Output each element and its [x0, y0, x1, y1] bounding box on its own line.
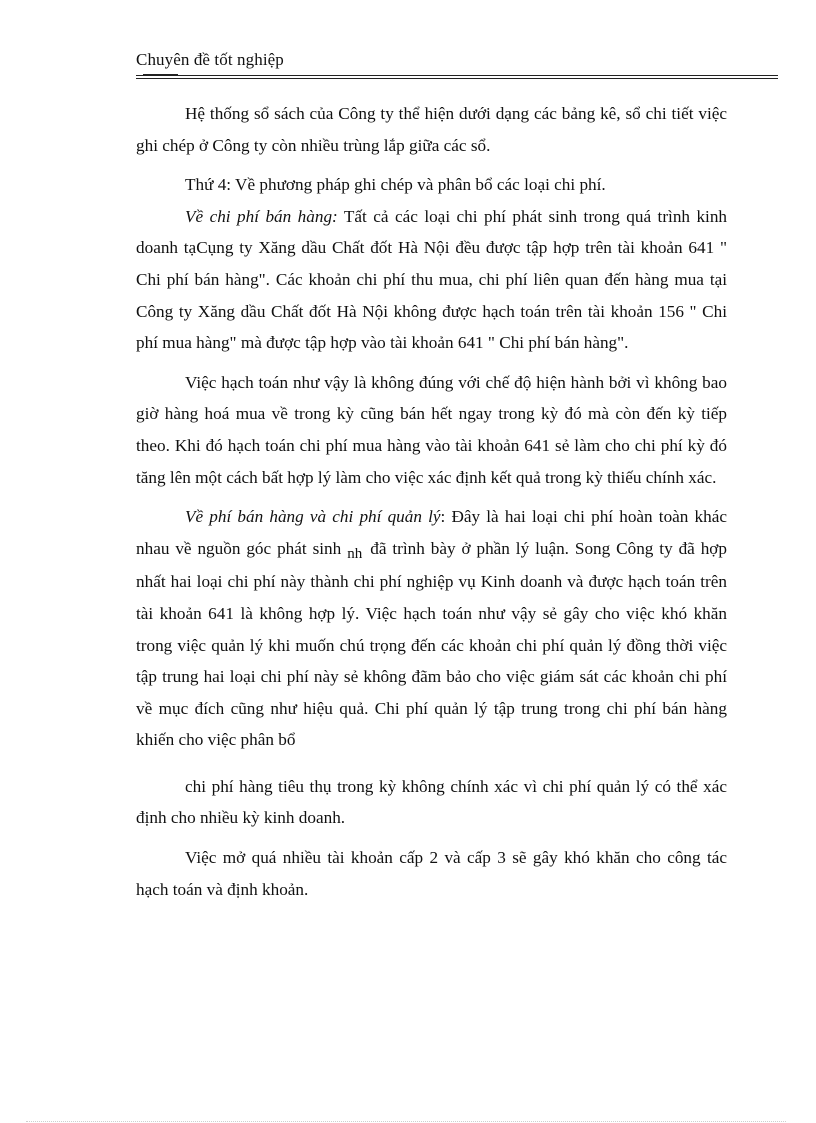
paragraph-5-text-b: đã trình bày ở phần lý luận. Song Công ty đã hợp nhất hai loại chi phí này thành chi phí nghiệp vụ Kinh doanh và được hạch toán trên tài khoản 641 là không hợp lý. Việc hạch toán như vậy sẻ gây cho việc khó khăn trong việc quản lý khi muốn chú trọng đến các khoản chi phí quản lý đồng thời việc tập trung hai loại chi phí này sẻ không đãm bảo cho việc giám sát các khoản chi phí về mục đích cũng như hiệu quả. Chi phí quản lý tập trung trong chi phí bán hàng khiến cho việc phân bổ — [136, 538, 727, 750]
paragraph-2: Thứ 4: Về phương pháp ghi chép và phân bổ các loại chi phí. — [185, 175, 606, 195]
paragraph-4: Việc hạch toán như vậy là không đúng với chế độ hiện hành bởi vì không bao giờ hàng hoá mua về trong kỳ cũng bán hết ngay trong kỳ đó mà còn đến kỳ tiếp theo. Khi đó hạch toán chi phí mua hàng vào tài khoản 641 sẻ làm cho chi phí kỳ đó tăng lên một cách bất hợp lý làm cho việc xác định kết quả trong kỳ thiếu chính xác. — [136, 372, 727, 487]
paragraph-5-text-a: : Đây là hai loại chi phí hoàn toàn khác nhau về nguồn góc phát sinh — [136, 507, 727, 558]
document-body — [136, 98, 727, 905]
stray-nh-text: nh — [347, 545, 363, 562]
header-rule-double — [136, 78, 778, 79]
header-rule — [136, 75, 778, 76]
paragraph-3-text: Tất cả các loại chi phí phát sinh trong quá trình kinh doanh tạCụng ty Xăng dầu Chất đốt Hà Nội đều được tập hợp trên tài khoản 641 " Chi phí bán hàng". Các khoản chi phí thu mua, chi phí liên quan đến hàng mua tại Công ty Xăng dầu Chất đốt Hà Nội không được hạch toán trên tài khoản 156 " Chi phí mua hàng" mà được tập hợp vào tài khoản 641 " Chi phí bán hàng". — [136, 206, 728, 353]
paragraph-5 — [136, 501, 727, 756]
paragraph-3 — [136, 201, 727, 359]
running-header: Chuyên đề tốt nghiệp — [136, 50, 284, 69]
paragraph-5-lead: Về phí bán hàng và chi phí quản lý — [185, 507, 441, 527]
paragraph-6: chi phí hàng tiêu thụ trong kỳ không chính xác vì chi phí quản lý có thể xác định cho nhiều kỳ kinh doanh. — [136, 776, 727, 828]
paragraph-7: Việc mở quá nhiều tài khoản cấp 2 và cấp 3 sẽ gây khó khăn cho công tác hạch toán và định khoản. — [136, 848, 727, 899]
page-bottom-border — [26, 1121, 786, 1122]
paragraph-1: Hệ thống sổ sách của Công ty thể hiện dưới dạng các bảng kê, sổ chi tiết việc ghi chép ở Công ty còn nhiều trùng lắp giữa các sổ. — [136, 104, 727, 155]
paragraph-3-lead: Về chi phí bán hàng: — [185, 206, 338, 226]
